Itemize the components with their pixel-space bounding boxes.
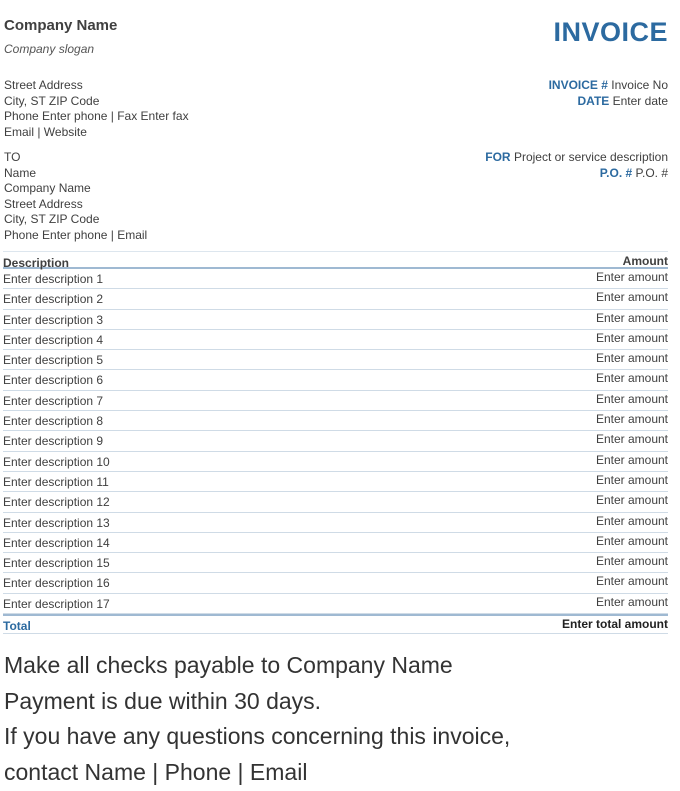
total-value: Enter total amount <box>561 617 668 632</box>
table-row <box>3 431 668 451</box>
row-description: Enter description 2 <box>3 292 104 307</box>
row-description: Enter description 6 <box>3 373 104 388</box>
footer-line: Payment is due within 30 days. <box>4 687 322 714</box>
table-row <box>3 472 668 492</box>
table-row <box>3 492 668 512</box>
invoice-date <box>549 94 668 110</box>
row-amount: Enter amount <box>595 533 668 548</box>
row-description: Enter description 15 <box>3 556 110 571</box>
row-description: Enter description 5 <box>3 353 104 368</box>
row-description: Enter description 10 <box>3 454 110 469</box>
table-row <box>3 391 668 411</box>
po-label: P.O. # <box>599 165 633 180</box>
row-amount: Enter amount <box>595 371 668 386</box>
invoice-title: INVOICE <box>553 17 668 47</box>
company-address <box>4 78 189 140</box>
address-line: Phone Enter phone | Fax Enter fax <box>4 109 189 123</box>
row-amount: Enter amount <box>595 493 668 508</box>
row-amount: Enter amount <box>595 270 668 284</box>
table-row <box>3 594 668 614</box>
bill-to-line: Phone Enter phone | Email <box>4 227 148 242</box>
address-line: Email | Website <box>4 124 87 139</box>
invoice-number-label: INVOICE # <box>548 78 608 92</box>
address-line: City, ST ZIP Code <box>4 93 100 108</box>
company-slogan: Company slogan <box>4 42 95 56</box>
for-label: FOR <box>485 150 511 164</box>
table-row <box>3 452 668 472</box>
footer-line: contact Name | Phone | Email <box>4 758 308 785</box>
project-meta <box>485 150 668 181</box>
table-row <box>3 573 668 593</box>
total-label: Total <box>3 619 31 634</box>
row-description: Enter description 4 <box>3 332 104 347</box>
row-amount: Enter amount <box>595 290 668 305</box>
for-value: Project or service description <box>513 150 668 164</box>
bill-to-line: Company Name <box>4 181 91 195</box>
for-line <box>485 150 668 166</box>
bill-to-line: Name <box>4 165 37 180</box>
footer-line: Make all checks payable to Company Name <box>4 652 453 678</box>
row-amount: Enter amount <box>595 554 668 569</box>
row-amount: Enter amount <box>595 472 668 487</box>
invoice-date-label: DATE <box>577 93 610 108</box>
table-row <box>3 289 668 309</box>
invoice-date-value: Enter date <box>612 93 668 108</box>
table-row <box>3 411 668 431</box>
invoice-number <box>549 78 668 94</box>
row-description: Enter description 3 <box>3 312 104 327</box>
row-amount: Enter amount <box>595 452 668 467</box>
po-value: P.O. # <box>635 165 668 180</box>
row-description: Enter description 17 <box>3 596 110 611</box>
line-items-table <box>3 251 668 634</box>
invoice-meta <box>549 78 668 109</box>
bill-to <box>4 150 147 243</box>
table-row <box>3 330 668 350</box>
po-line <box>485 166 668 182</box>
bill-to-heading: TO <box>4 150 21 164</box>
table-row <box>3 533 668 553</box>
row-description: Enter description 9 <box>3 434 104 449</box>
row-description: Enter description 13 <box>3 515 110 530</box>
bill-to-line: Street Address <box>4 196 83 211</box>
row-description: Enter description 12 <box>3 495 110 510</box>
footer-line: If you have any questions concerning this invoice, <box>4 723 511 749</box>
address-line: Street Address <box>4 78 83 92</box>
row-amount: Enter amount <box>595 330 668 345</box>
table-header <box>3 251 668 269</box>
total-row <box>3 614 668 634</box>
row-amount: Enter amount <box>595 391 668 406</box>
bill-to-line: City, ST ZIP Code <box>4 212 100 226</box>
row-amount: Enter amount <box>595 432 668 447</box>
row-amount: Enter amount <box>595 351 668 366</box>
table-row <box>3 553 668 573</box>
table-row <box>3 269 668 289</box>
row-description: Enter description 1 <box>3 272 104 286</box>
column-amount: Amount <box>622 254 668 268</box>
company-name: Company Name <box>4 17 118 34</box>
table-row <box>3 350 668 370</box>
row-description: Enter description 11 <box>3 474 109 489</box>
row-amount: Enter amount <box>595 513 668 528</box>
row-amount: Enter amount <box>595 412 668 427</box>
row-amount: Enter amount <box>595 310 668 325</box>
table-row <box>3 310 668 330</box>
table-row <box>3 370 668 390</box>
payment-notes <box>4 648 510 790</box>
row-description: Enter description 7 <box>3 393 104 408</box>
invoice-number-value: Invoice No <box>611 78 668 92</box>
column-description: Description <box>3 256 70 270</box>
row-description: Enter description 8 <box>3 414 104 429</box>
row-description: Enter description 16 <box>3 576 110 591</box>
row-amount: Enter amount <box>595 594 668 609</box>
row-description: Enter description 14 <box>3 535 110 550</box>
table-row <box>3 513 668 533</box>
row-amount: Enter amount <box>595 574 668 589</box>
